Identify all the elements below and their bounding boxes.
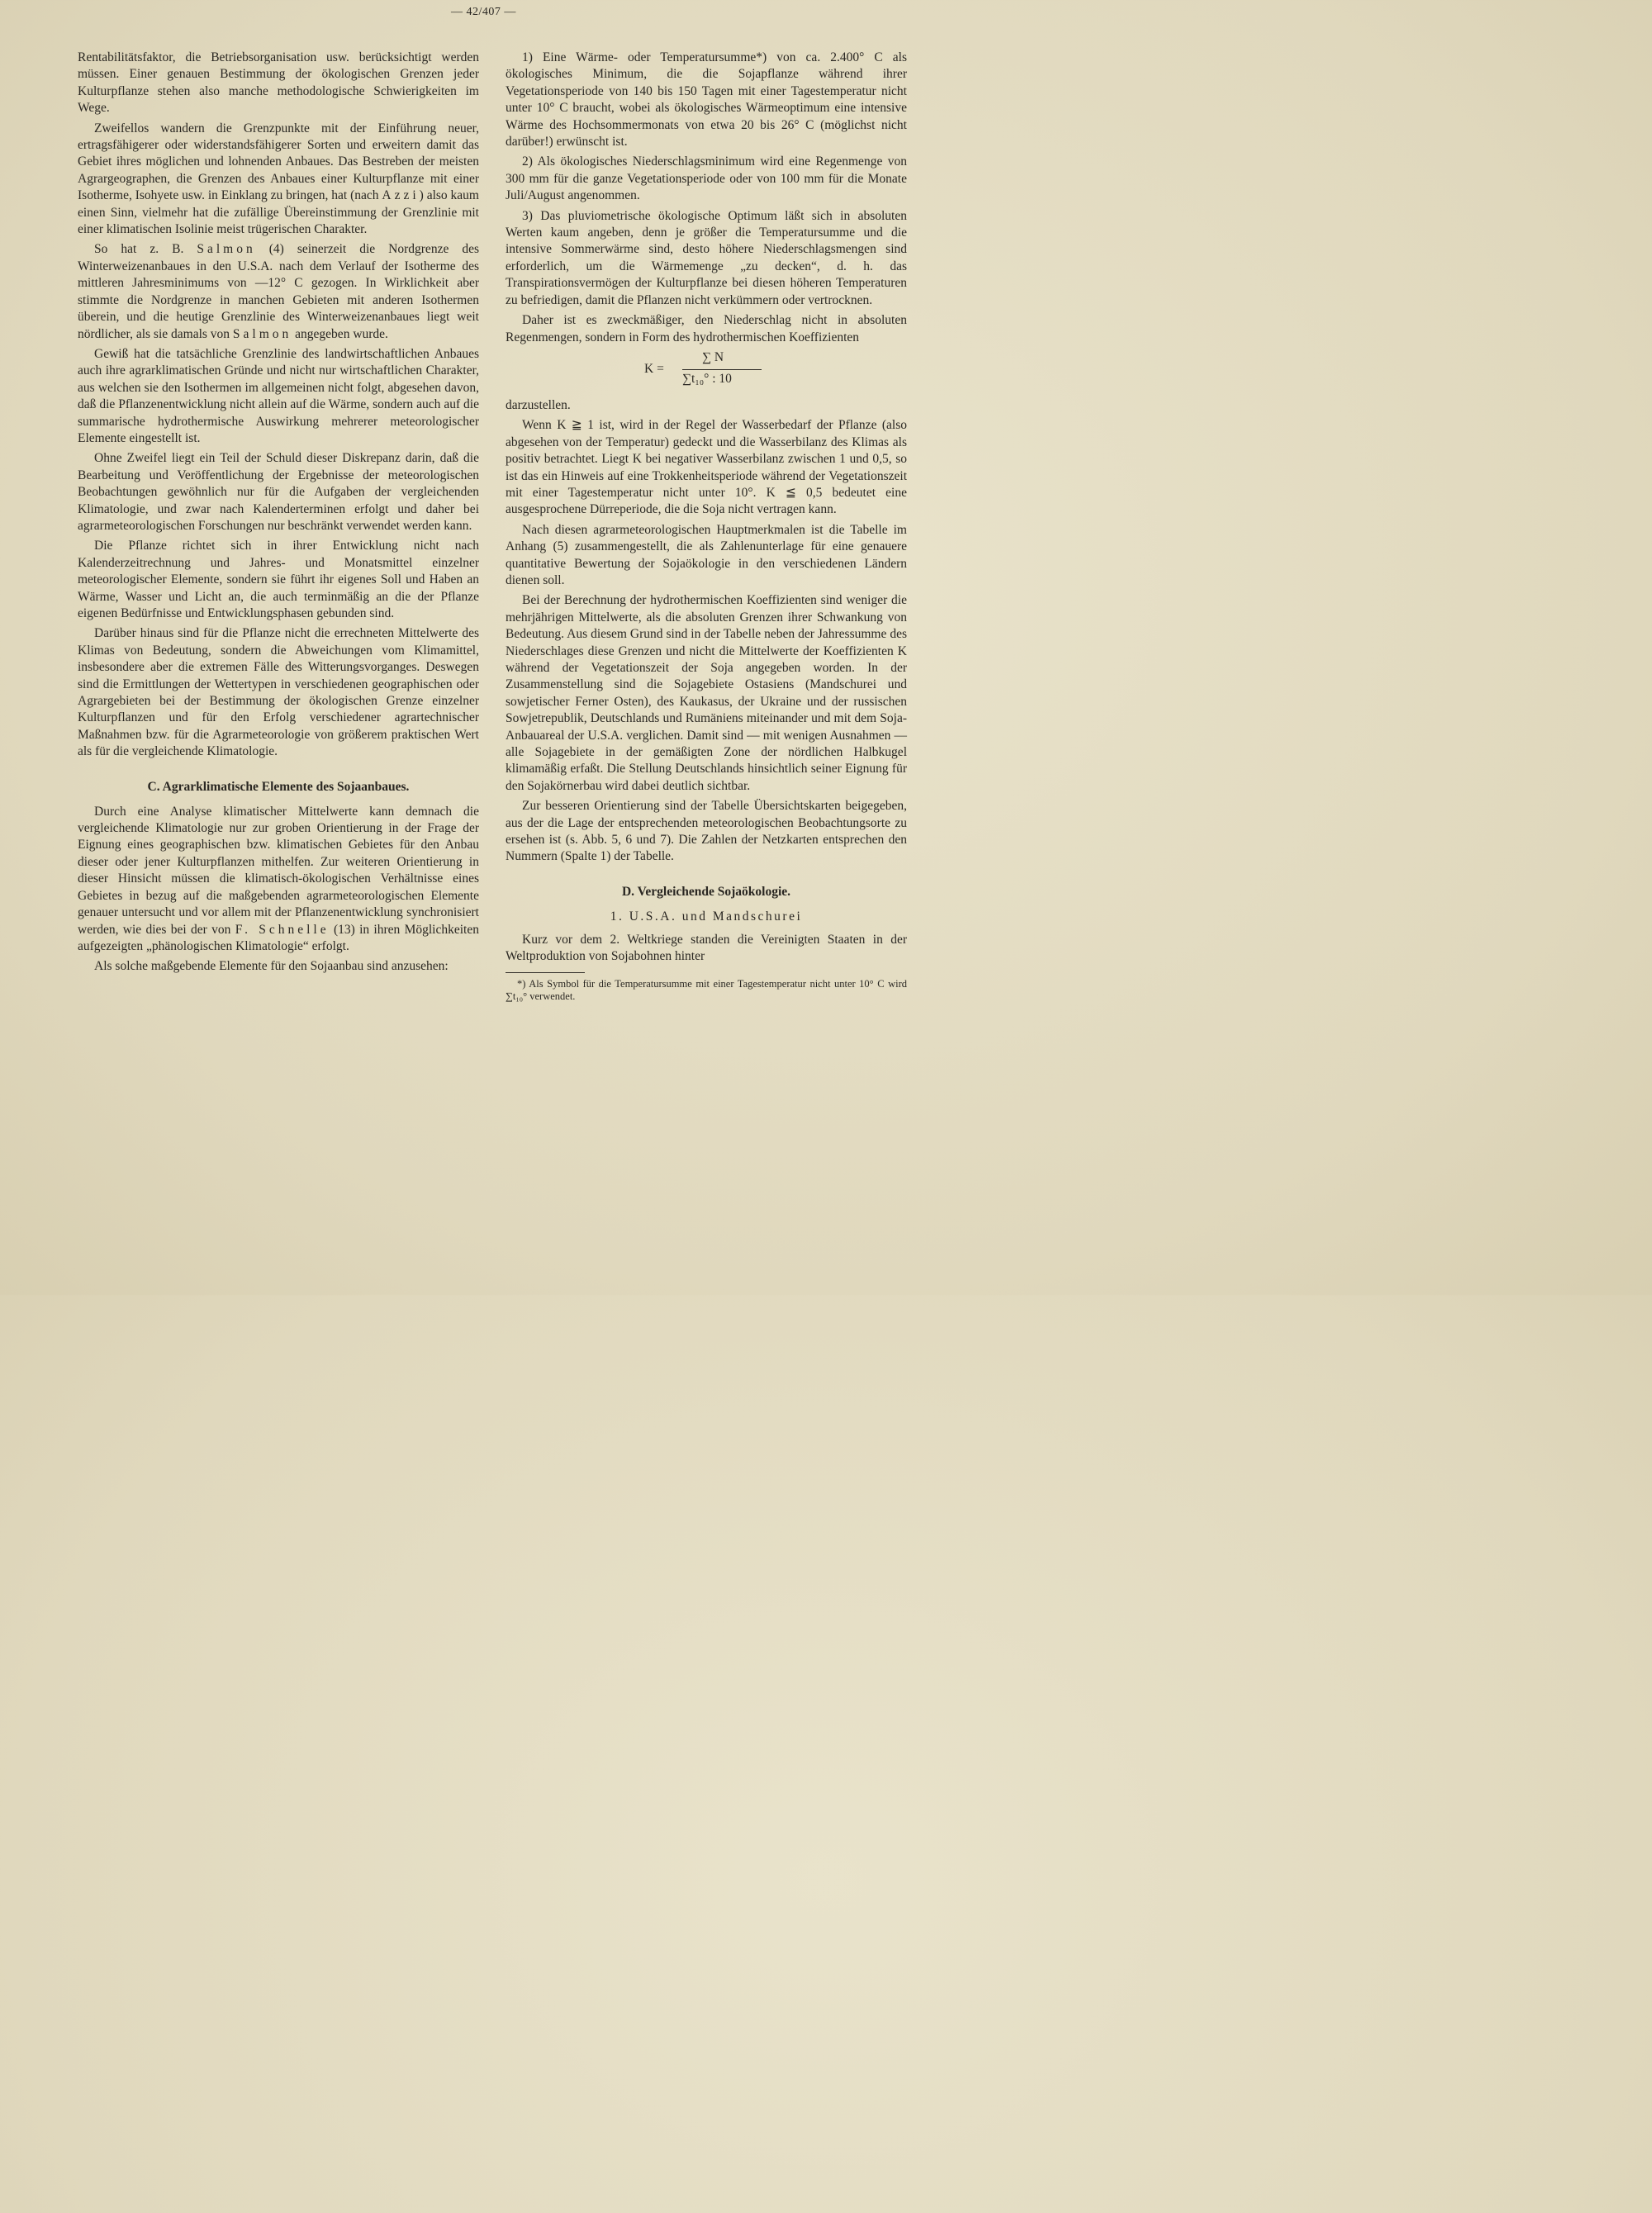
- paragraph-text: So hat z. B.: [94, 242, 184, 257]
- paragraph-text: ) also kaum einen Sinn, vielmehr hat die zufällige Übereinstimmung der Grenzlinie mit einer klimatischen Isolinie meist trügerischen Charakter.: [78, 188, 479, 237]
- list-item: 3) Das pluviometrische ökologische Optimum läßt sich in absoluten Werten kaum angeben, denn je größer die Temperatursumme und die intensive Sommerwärme sind, desto höhere Niederschlagsmengen sind erforderlich, um die Wärmemenge „zu decken“, d. h. das Transpirationsvermögen der Kulturpflanze bei diesen höheren Temperaturen zu befriedigen, damit die Pflanzen nicht verkümmern oder vertrocknen.: [506, 208, 907, 307]
- list-item: 1) Eine Wärme- oder Temperatursumme*) von ca. 2.400° C als ökologisches Minimum, die die Sojapflanze während ihrer Vegetationsperiode von 140 bis 150 Tagen mit einer Tagestemperatur nicht unter 10° C braucht, wobei als ökologisches Wärmeoptimum eine intensive Wärme des Hochsommermonats von etwa 20 bis 26° C (möglichst nicht darüber!) erwünscht ist.: [506, 50, 907, 150]
- paragraph: Als solche maßgebende Elemente für den Sojaanbau sind anzusehen:: [94, 959, 449, 974]
- paragraph: [78, 121, 479, 239]
- paragraph-text: (13) in ihren Möglichkeiten aufgezeigten „phänologischen Klimatologie“ erfolgt.: [78, 922, 479, 953]
- author-name: Salmon: [197, 242, 256, 257]
- author-name: Azzi: [382, 188, 420, 203]
- footnote-text: *) Als Symbol für die Temperatursumme mit einer Tagestemperatur nicht unter 10° C wird: [517, 977, 907, 990]
- paragraph: darzustellen.: [506, 397, 571, 412]
- author-name: Salmon: [232, 326, 292, 341]
- section-heading-d: D. Vergleichende Sojaökologie.: [621, 884, 791, 899]
- paragraph-text: angegeben wurde.: [295, 326, 388, 341]
- left-column: [78, 50, 479, 979]
- paragraph: Nach diesen agrarmeteorologischen Hauptmerkmalen ist die Tabelle im Anhang (5) zusammengestellt, die als Zahlenunterlage für eine genauere quantitative Bewertung der Sojaökologie in den verschiedenen Ländern dienen soll.: [506, 522, 907, 587]
- paragraph: Darüber hinaus sind für die Pflanze nicht die errechneten Mittelwerte des Klimas von Bedeutung, sondern die Abweichungen vom Klimamittel, insbesondere aber die extremen Fälle des Witterungsvorganges. Deswegen sind die Ermittlungen der Wettertypen in verschiedenen geographischen oder Agrargebieten bei der Bestimmung der ökologischen Grenze einzelner Kulturpflanzen und für den Erfolg verschiedener agrartechnischer Maßnahmen bzw. für die Agrarmeteorologie von größerem praktischen Wert als für die vergleichende Klimatologie.: [78, 626, 479, 759]
- paragraph: Wenn K ≧ 1 ist, wird in der Regel der Wasserbedarf der Pflanze (also abgesehen von der Temperatur) gedeckt und die Wasserbilanz des Klimas als positiv betrachtet. Liegt K bei negativer Wasserbilanz zwischen 1 und 0,5, so ist das ein Hinweis auf eine Trokkenheitsperiode während der Vegetationszeit mit einer Tagestemperatur nicht unter 10°. K ≦ 0,5 bedeutet eine ausgesprochene Dürreperiode, die die Soja nicht vertragen kann.: [506, 418, 907, 517]
- paragraph: [78, 241, 479, 342]
- paragraph-text: Zweifellos wandern die Grenzpunkte mit der Einführung neuer, ertragsfähigerer oder widerstandsfähigerer Sorten und erweitern damit das Gebiet ihres möglichen und lohnenden Anbaues. Das Bestreben der meisten Agrargeographen, die Grenzen des Anbaues einer Kulturpflanze mit einer Isotherme, Isohyete usw. in Einklang zu bringen, hat (nach: [78, 121, 479, 203]
- footnote-symbol: ∑t₁₀°: [506, 990, 528, 1002]
- footnote-rule: [506, 972, 585, 973]
- section-heading-c: C. Agrarklimatische Elemente des Sojaanbaues.: [147, 779, 410, 794]
- paragraph: Rentabilitätsfaktor, die Betriebsorganisation usw. berücksichtigt werden müssen. Einer genauen Bestimmung der ökologischen Grenzen jeder Kulturpflanze stehen also manche methodologische Schwierigkeiten im Wege.: [78, 50, 479, 116]
- subsection-heading: 1. U.S.A. und Mandschurei: [610, 909, 803, 924]
- paragraph-text: (4) seinerzeit die Nordgrenze des Winterweizenanbaues in den U.S.A. nach dem Verlauf der Isotherme des mittleren Jahresminimums von —12° C gezogen. In Wirklichkeit aber stimmte die Nordgrenze in manchen Gebieten mit anderen Isothermen überein, und die heutige Grenzlinie des Winterweizenanbaues liegt weit nördlicher, als sie damals von: [78, 242, 479, 341]
- fraction-bar: [682, 369, 762, 370]
- list-item: 2) Als ökologisches Niederschlagsminimum wird eine Regenmenge von 300 mm für die ganze Vegetationsperiode oder von 100 mm für die Monate Juli/August angenommen.: [506, 154, 907, 203]
- paragraph: Zur besseren Orientierung sind der Tabelle Übersichtskarten beigegeben, aus der die Lage der entsprechenden meteorologischen Beobachtungsorte zu ersehen ist (s. Abb. 5, 6 und 7). Die Zahlen der Netzkarten entsprechen den Nummern (Spalte 1) der Tabelle.: [506, 799, 907, 864]
- author-name: F. Schnelle: [235, 922, 330, 937]
- formula-lhs: K =: [644, 361, 664, 376]
- paragraph: Daher ist es zweckmäßiger, den Niederschlag nicht in absoluten Regenmengen, sondern in Form des hydrothermischen Koeffizienten: [506, 313, 907, 344]
- formula-denominator: ∑t₁₀° : 10: [682, 371, 732, 386]
- paragraph: Kurz vor dem 2. Weltkriege standen die Vereinigten Staaten in der Weltproduktion von Sojabohnen hinter: [506, 932, 907, 964]
- paragraph-text: Durch eine Analyse klimatischer Mittelwerte kann demnach die vergleichende Klimatologie nur zur groben Orientierung in der Frage der Eignung eines geographischen bzw. klimatischen Gebietes für den Anbau dieser oder jener Kulturpflanzen mithelfen. Zur weiteren Orientierung in dieser Hinsicht müssen die klimatisch-ökologischen Verhältnisse eines Gebietes in bezug auf die maßgebenden agrarmeteorologischen Elemente genauer untersucht und vor allem mit der Pflanzenentwicklung synchronisiert werden, wie dies bei der von: [78, 804, 479, 937]
- paragraph: Bei der Berechnung der hydrothermischen Koeffizienten sind weniger die mehrjährigen Mittelwerte, als die absoluten Grenzen ihrer Schwankung von Bedeutung. Aus diesem Grund sind in der Tabelle neben der Jahressumme des Niederschlages diese Grenzen und nicht die Mittelwerte der Koeffizienten K während der Vegetationszeit der Soja angegeben worden. In der Zusammenstellung sind die Sojagebiete Ostasiens (Mandschurei und sowjetischer Ferner Osten), des Kaukasus, der Ukraine und der russischen Sowjetrepublik, Deutschlands und Rumäniens miteinander und mit dem Soja-Anbauareal der U.S.A. verglichen. Damit sind — mit wenigen Ausnahmen — alle Sojagebiete in der gemäßigten Zone der nördlichen Halbkugel klimamäßig erfaßt. Die Stellung Deutschlands hinsichtlich seiner Eignung für den Sojakörnerbau wird dabei deutlich sichtbar.: [506, 593, 907, 793]
- formula: [506, 349, 907, 392]
- right-column: [506, 50, 907, 1003]
- paragraph: Ohne Zweifel liegt ein Teil der Schuld dieser Diskrepanz darin, daß die Bearbeitung und Veröffentlichung der Ergebnisse der meteorologischen Beobachtungen gewöhnlich nur für die Aufgaben der vergleichenden Klimatologie, und zwar nach Kalenderterminen erfolgt und daher bei agrarmeteorologischen Forschungen nur beschränkt verwendet werden kann.: [78, 451, 479, 533]
- footnote-text: verwendet.: [529, 990, 576, 1002]
- paragraph: Die Pflanze richtet sich in ihrer Entwicklung nicht nach Kalenderzeitrechnung und Jahres- und Monatsmittel einzelner meteorologischer Elemente, sondern sie führt ihr eigenes Soll und Haben an Wärme, Wasser und Licht an, die auch terminmäßig an die der Pflanze eigenen Bedürfnisse und Entwicklungsphasen gebunden sind.: [78, 539, 479, 620]
- paragraph: [78, 804, 479, 956]
- page-number: — 42/407 —: [451, 6, 516, 18]
- footnote: [506, 978, 907, 1003]
- formula-numerator: ∑ N: [702, 349, 724, 364]
- paragraph: Gewiß hat die tatsächliche Grenzlinie des landwirtschaftlichen Anbaues auch ihre agrarklimatischen Gründe und nicht nur wirtschaftlichen Charakter, aus welchen sie den Isothermen im allgemeinen nicht folgt, abgesehen davon, daß die Pflanzenentwicklung nicht allein auf die Wärme, sondern auch auf die summarische hydrothermische Auswirkung mehrerer meteorologischer Elemente eingestellt ist.: [78, 346, 479, 445]
